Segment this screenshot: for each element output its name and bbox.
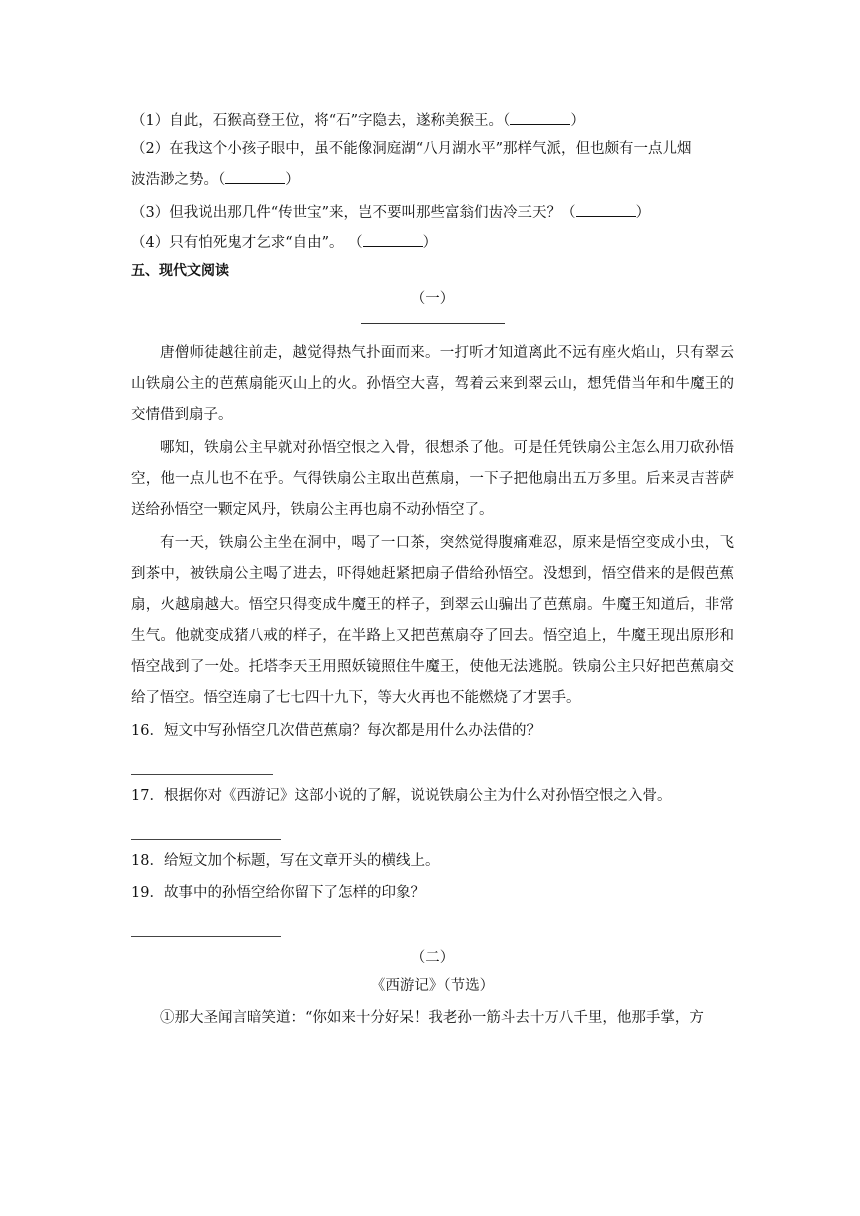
question-16: 16．短文中写孙悟空几次借芭蕉扇？每次都是用什么办法借的？ (131, 723, 541, 739)
paragraph-1: 唐僧师徒越往前走，越觉得热气扑面而来。一打听才知道离此不远有座火焰山，只有翠云山铁扇公主的芭蕉扇能灭山上的火。孙悟空大喜，驾着云来到翠云山，想凭借当年和牛魔王的交情借到扇子。 (131, 345, 734, 423)
answer-blank[interactable] (363, 232, 423, 247)
question-19: 19．故事中的孙悟空给你留下了怎样的印象？ (131, 885, 425, 901)
question-17: 17．根据你对《西游记》这部小说的了解，说说铁扇公主为什么对孙悟空恨之入骨。 (131, 788, 672, 804)
paragraph-3: 有一天，铁扇公主坐在洞中，喝了一口茶，突然觉得腹痛难忍，原来是悟空变成小虫，飞到茶中，被铁扇公主喝了进去，吓得她赶紧把扇子借给孙悟空。没想到，悟空借来的是假芭蕉扇，火越扇越大。悟空只得变成牛魔王的样子，到翠云山骗出了芭蕉扇。牛魔王知道后，非常生气。他就变成猪八戒的样子，在半路上又把芭蕉扇夺了回去。悟空追上，牛魔王现出原形和悟空战到了一处。托塔李天王用照妖镜照住牛魔王，使他无法逃脱。铁扇公主只好把芭蕉扇交给了悟空。悟空连扇了七七四十九下，等大火再也不能燃烧了才罢手。 (131, 535, 734, 706)
item-4-3: （3）但我说出那几件“传世宝”来，岂不要叫那些富翁们齿冷三天？（ ） (131, 200, 734, 226)
question-18: 18．给短文加个标题，写在文章开头的横线上。 (131, 853, 440, 869)
section-heading: 五、现代文阅读 (131, 263, 229, 279)
answer-line-17[interactable] (131, 817, 281, 840)
answer-line-16[interactable] (131, 752, 273, 775)
item-4-4: （4）只有怕死鬼才乞求“自由”。 （ ） (131, 230, 734, 256)
part-label-1: （一） (410, 291, 455, 307)
document-content (131, 108, 734, 1031)
title-blank-line[interactable] (361, 322, 505, 324)
excerpt-title: 《西游记》（节选） (370, 978, 495, 994)
answer-blank[interactable] (510, 110, 570, 125)
answer-blank[interactable] (576, 202, 636, 217)
paragraph-2: 哪知，铁扇公主早就对孙悟空恨之入骨，很想杀了他。可是任凭铁扇公主怎么用刀砍孙悟空，他一点儿也不在乎。气得铁扇公主取出芭蕉扇，一下子把他扇出五万多里。后来灵吉菩萨送给孙悟空一颗定风丹，铁扇公主再也扇不动孙悟空了。 (131, 440, 734, 518)
item-4-1: （1）自此，石猴高登王位，将“石”字隐去，遂称美猴王。（ ） (131, 108, 734, 134)
item-4-2: （2）在我这个小孩子眼中，虽不能像洞庭湖“八月湖水平”那样气派，但也颇有一点儿烟 波浩渺之势。（ ） (131, 141, 692, 188)
answer-line-19[interactable] (131, 914, 281, 937)
excerpt-first-line: ①那大圣闻言暗笑道：“你如来十分好呆！我老孙一筋斗去十万八千里，他那手掌，方 (160, 1010, 704, 1026)
part-label-2: （二） (410, 950, 455, 966)
answer-blank[interactable] (225, 169, 285, 184)
